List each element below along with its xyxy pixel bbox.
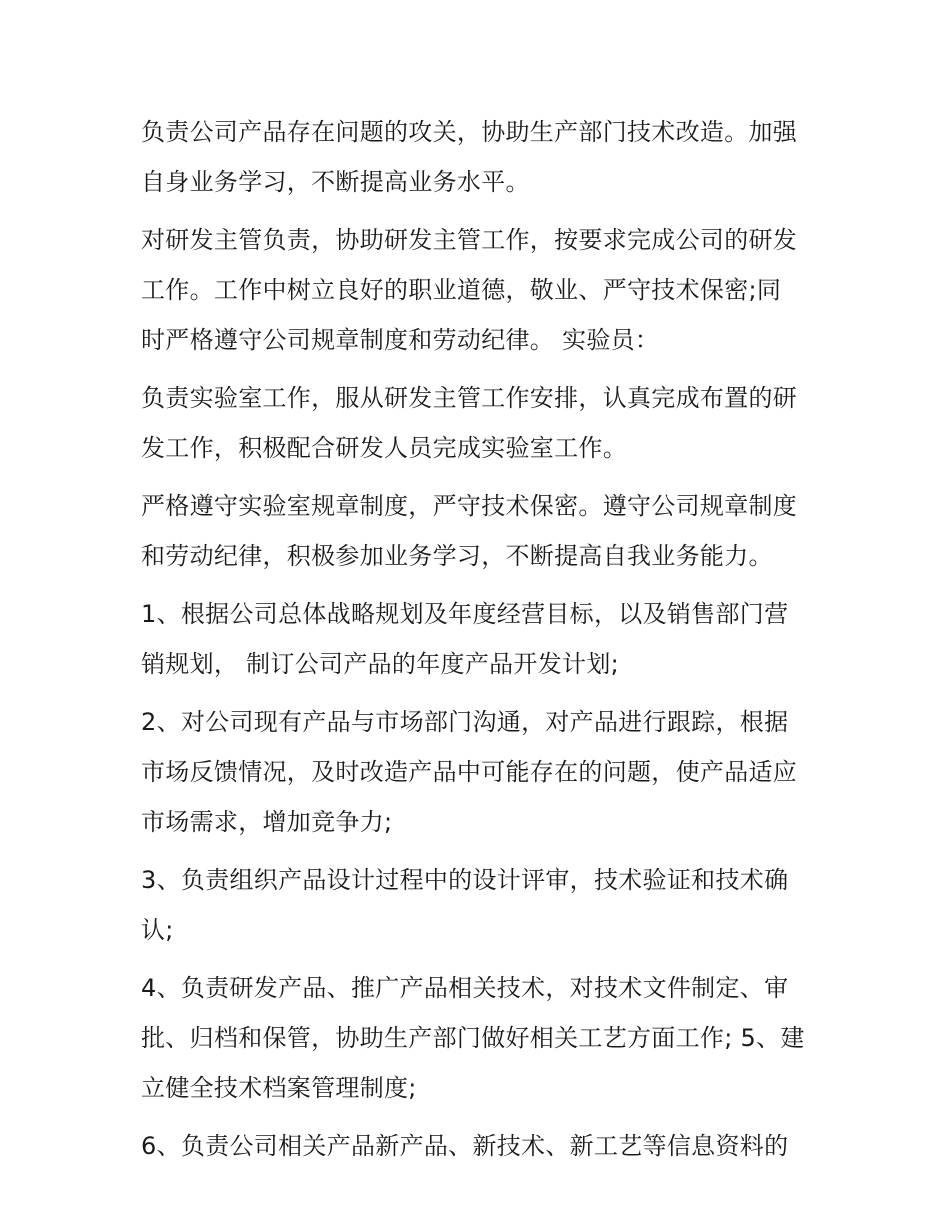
- paragraph-4: [141, 481, 821, 581]
- text-line: 和劳动纪律，积极参加业务学习，不断提高自我业务能力。: [141, 542, 773, 570]
- text-line: 4、负责研发产品、推广产品相关技术，对技术文件制定、审: [141, 974, 789, 1002]
- paragraph-3: [141, 373, 821, 473]
- text-line: 批、归档和保管，协助生产部门做好相关工艺方面工作; 5、建: [141, 1024, 805, 1052]
- paragraph-5: [141, 589, 821, 689]
- text-line: 3、负责组织产品设计过程中的设计评审，技术验证和技术确: [141, 866, 789, 894]
- text-line: 负责实验室工作，服从研发主管工作安排，认真完成布置的研: [141, 384, 798, 412]
- paragraph-8: [141, 963, 821, 1113]
- paragraph-9: [141, 1121, 821, 1171]
- text-line: 负责公司产品存在问题的攻关，协助生产部门技术改造。加强: [141, 118, 798, 146]
- paragraph-7: [141, 855, 821, 955]
- paragraph-6: [141, 697, 821, 847]
- text-line: 工作。工作中树立良好的职业道德，敬业、严守技术保密;同: [141, 276, 782, 304]
- text-line: 时严格遵守公司规章制度和劳动纪律。 实验员：: [141, 326, 660, 354]
- text-line: 自身业务学习，不断提高业务水平。: [141, 168, 530, 196]
- text-line: 市场需求，增加竞争力;: [141, 808, 393, 836]
- text-line: 对研发主管负责，协助研发主管工作，按要求完成公司的研发: [141, 226, 798, 254]
- paragraph-1: [141, 107, 821, 207]
- text-line: 6、负责公司相关产品新产品、新技术、新工艺等信息资料的: [141, 1132, 789, 1160]
- text-line: 认;: [141, 916, 174, 944]
- text-line: 严格遵守实验室规章制度，严守技术保密。遵守公司规章制度: [141, 492, 798, 520]
- text-line: 1、根据公司总体战略规划及年度经营目标，以及销售部门营: [141, 600, 789, 628]
- text-line: 市场反馈情况，及时改造产品中可能存在的问题，使产品适应: [141, 758, 798, 786]
- text-line: 立健全技术档案管理制度;: [141, 1074, 417, 1102]
- paragraph-2: [141, 215, 821, 365]
- text-line: 2、对公司现有产品与市场部门沟通，对产品进行跟踪，根据: [141, 708, 789, 736]
- document-body: [141, 107, 821, 1171]
- text-line: 发工作，积极配合研发人员完成实验室工作。: [141, 434, 627, 462]
- text-line: 销规划， 制订公司产品的年度产品开发计划;: [141, 650, 620, 678]
